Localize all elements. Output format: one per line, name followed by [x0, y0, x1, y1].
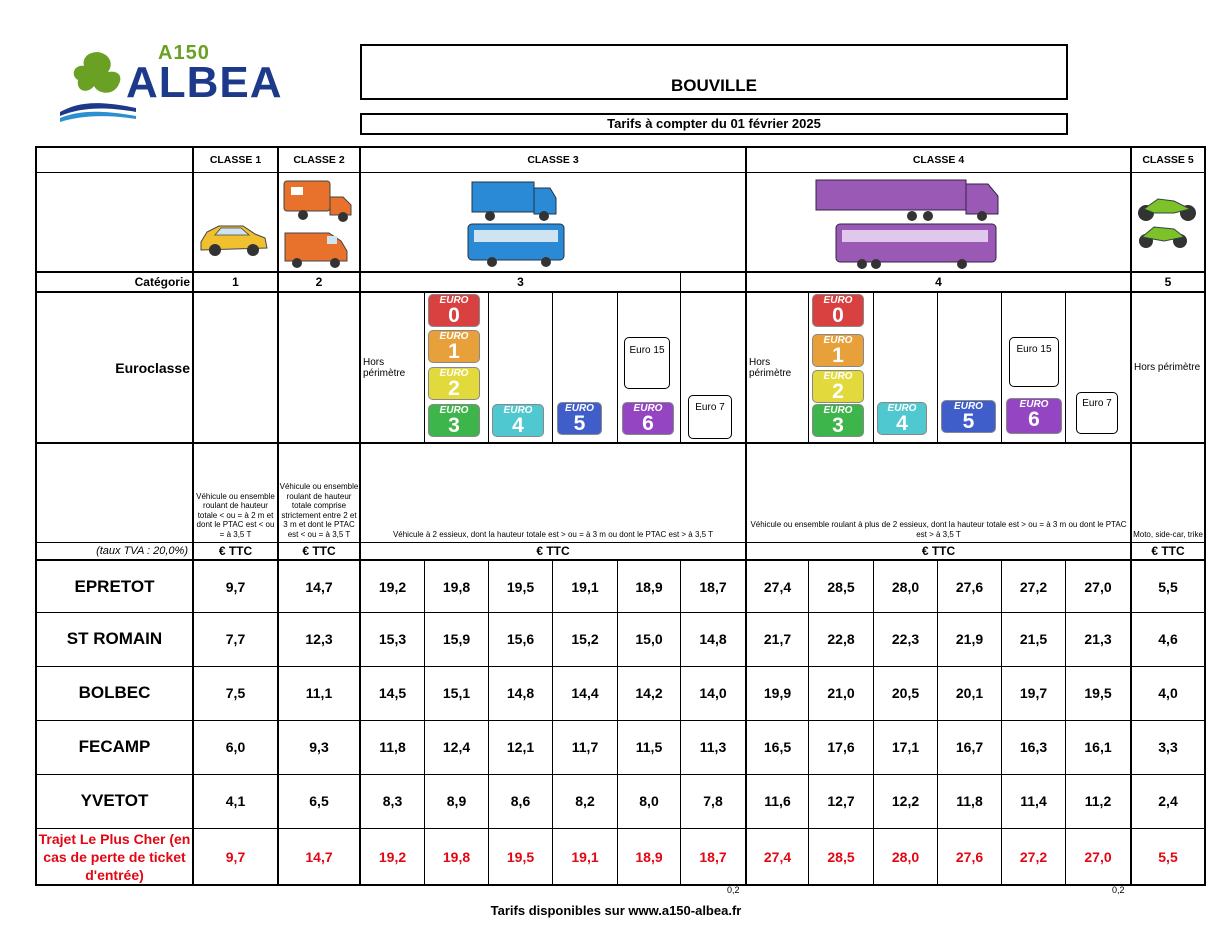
ttc-class-4: € TTC: [921, 544, 956, 558]
euro-5-badge-c4: EURO 5: [941, 400, 996, 433]
price-cell: 19,1: [571, 578, 599, 595]
hors-perimetre-class4: Hors périmètre: [749, 356, 792, 379]
price-cell: 22,3: [891, 630, 920, 647]
price-cell: 21,7: [763, 630, 792, 647]
price-cell: 8,0: [639, 792, 659, 809]
price-cell: 11,5: [635, 738, 663, 755]
euro-0-badge-c4: EURO 0: [812, 294, 864, 327]
price-cell: 27,0: [1084, 578, 1112, 595]
price-cell: 11,4: [1020, 792, 1047, 809]
price-cell: 16,1: [1084, 738, 1112, 755]
price-cell: 14,4: [571, 684, 599, 701]
price-cell: 4,1: [225, 792, 246, 809]
price-cell: 28,5: [827, 578, 855, 595]
price-cell: 12,2: [891, 792, 920, 809]
max-price-cell: 9,7: [225, 849, 246, 865]
euro-5-badge: EURO 5: [557, 402, 602, 435]
max-row-label: Trajet Le Plus Cher (en cas de perte de ticket d'entrée): [38, 831, 191, 883]
price-cell: 19,5: [1084, 684, 1112, 701]
euro-6-badge: EURO 6: [622, 402, 674, 435]
price-cell: 9,3: [309, 738, 329, 755]
price-cell: 28,0: [891, 578, 920, 595]
tva-label: (taux TVA : 20,0%): [96, 545, 188, 557]
euro-7-box-c4: Euro 7: [1076, 392, 1118, 434]
price-cell: 11,8: [956, 792, 983, 809]
price-cell: 14,8: [506, 684, 535, 701]
euro-6-badge-c4: EURO 6: [1006, 398, 1062, 434]
ttc-class-5: € TTC: [1151, 544, 1185, 558]
price-cell: 11,2: [1084, 792, 1112, 809]
price-cell: 14,7: [305, 578, 333, 595]
category-5: 5: [1164, 275, 1172, 289]
logo-a150-text: A150: [158, 42, 210, 64]
motorcycle-icon: [1134, 193, 1200, 253]
price-cell: 14,2: [635, 684, 663, 701]
footer-url: Tarifs disponibles sur www.a150-albea.fr: [490, 903, 742, 918]
price-cell: 11,6: [764, 792, 791, 809]
price-cell: 12,3: [305, 630, 333, 647]
class-5-header: CLASSE 5: [1142, 154, 1194, 166]
row-name: FECAMP: [78, 736, 151, 756]
price-cell: 15,3: [378, 630, 407, 647]
price-cell: 19,5: [506, 578, 535, 595]
price-cell: 7,5: [225, 684, 246, 701]
max-price-cell: 18,7: [699, 849, 727, 865]
price-cell: 12,1: [506, 738, 535, 755]
price-cell: 21,5: [1019, 630, 1048, 647]
price-cell: 3,3: [1158, 738, 1178, 755]
price-cell: 16,7: [955, 738, 984, 755]
price-cell: 5,5: [1158, 578, 1178, 595]
price-cell: 2,4: [1158, 792, 1178, 809]
price-cell: 20,1: [955, 684, 984, 701]
class-3-truck-bus-icon: [466, 176, 568, 270]
euro-3-badge-c4: EURO 3: [812, 404, 864, 437]
max-price-cell: 19,1: [571, 849, 599, 865]
price-cell: 8,6: [510, 792, 531, 809]
price-cell: 19,8: [442, 578, 471, 595]
max-price-cell: 28,5: [827, 849, 855, 865]
price-cell: 16,3: [1019, 738, 1048, 755]
euro-4-badge-c4: EURO 4: [877, 402, 927, 435]
desc-class-3: Véhicule à 2 essieux, dont la hauteur totale est > ou = à 3 m ou dont le PTAC est > à 3,5 T: [392, 529, 714, 539]
note-class-3: 0,2: [727, 885, 740, 895]
max-price-cell: 27,6: [955, 849, 984, 865]
desc-class-2: Véhicule ou ensemble roulant de hauteur totale comprise strictement entre 2 et 3 m et dont le PTAC est < ou = à 3,5 T: [279, 482, 359, 539]
price-cell: 6,5: [309, 792, 329, 809]
class-4-header: CLASSE 4: [912, 154, 965, 166]
desc-class-1: Véhicule ou ensemble roulant de hauteur totale < ou = à 2 m et dont le PTAC est < ou = à 3,5 T: [196, 491, 275, 539]
class-3-header: CLASSE 3: [527, 154, 579, 166]
price-cell: 21,0: [827, 684, 855, 701]
ttc-class-1: € TTC: [218, 544, 253, 558]
price-cell: 17,1: [891, 738, 920, 755]
price-cell: 15,1: [442, 684, 471, 701]
max-price-cell: 27,2: [1019, 849, 1048, 865]
price-cell: 27,6: [955, 578, 984, 595]
price-cell: 11,7: [571, 738, 599, 755]
price-cell: 16,5: [763, 738, 792, 755]
price-cell: 27,4: [763, 578, 792, 595]
price-cell: 21,3: [1084, 630, 1112, 647]
price-cell: 8,3: [382, 792, 403, 809]
price-cell: 19,2: [378, 578, 407, 595]
row-name: YVETOT: [80, 790, 149, 810]
logo-albea-text: ALBEA: [126, 58, 283, 107]
page-title: BOUVILLE: [671, 76, 757, 95]
note-class-4: 0,2: [1112, 885, 1125, 895]
euro-15-box: Euro 15: [624, 337, 670, 389]
max-price-cell: 19,2: [378, 849, 407, 865]
price-cell: 11,8: [379, 738, 406, 755]
price-cell: 8,2: [575, 792, 595, 809]
price-cell: 11,1: [305, 684, 333, 701]
category-4: 4: [935, 275, 942, 289]
class-1-header: CLASSE 1: [209, 154, 262, 166]
desc-class-5: Moto, side-car, trike: [1133, 529, 1203, 539]
price-cell: 12,4: [442, 738, 471, 755]
desc-class-4: Véhicule ou ensemble roulant à plus de 2 essieux, dont la hauteur totale est > ou = à 3 m ou dont le PTAC est > à 3,5 T: [750, 520, 1127, 539]
max-price-cell: 28,0: [891, 849, 920, 865]
euro-15-box-c4: Euro 15: [1009, 337, 1059, 387]
price-cell: 17,6: [827, 738, 855, 755]
price-cell: 15,9: [442, 630, 471, 647]
row-name: BOLBEC: [78, 682, 151, 702]
ttc-class-2: € TTC: [302, 544, 336, 558]
hors-perimetre-class5: Hors périmètre: [1134, 362, 1201, 373]
price-cell: 22,8: [827, 630, 855, 647]
euro-1-badge: EURO 1: [428, 330, 480, 363]
tariff-date: Tarifs à compter du 01 février 2025: [360, 113, 1068, 135]
max-price-cell: 27,0: [1084, 849, 1112, 865]
price-cell: 19,9: [763, 684, 792, 701]
price-cell: 14,8: [699, 630, 727, 647]
car-icon: [197, 212, 269, 260]
price-cell: 4,6: [1158, 630, 1178, 647]
price-cell: 12,7: [827, 792, 855, 809]
price-cell: 15,0: [635, 630, 663, 647]
price-cell: 15,2: [571, 630, 599, 647]
euro-0-badge: EURO 0: [428, 294, 480, 327]
max-price-cell: 5,5: [1158, 849, 1178, 865]
price-cell: 11,3: [699, 738, 727, 755]
euro-3-badge: EURO 3: [428, 404, 480, 437]
euro-2-badge: EURO 2: [428, 367, 480, 400]
max-price-cell: 14,7: [305, 849, 333, 865]
price-cell: 4,0: [1158, 684, 1178, 701]
category-1: 1: [232, 275, 239, 289]
van-camper-icon: [281, 175, 356, 270]
categorie-label: Catégorie: [134, 275, 190, 289]
price-cell: 9,7: [225, 578, 246, 595]
price-cell: 14,5: [378, 684, 407, 701]
hors-perimetre-class3: Hors périmètre: [363, 356, 406, 379]
price-cell: 7,7: [225, 630, 246, 647]
euro-7-box: Euro 7: [688, 395, 732, 439]
row-name: ST ROMAIN: [66, 628, 163, 648]
class-2-header: CLASSE 2: [293, 154, 345, 166]
max-price-cell: 27,4: [763, 849, 792, 865]
price-cell: 19,7: [1019, 684, 1048, 701]
category-3: 3: [517, 275, 524, 289]
row-name: EPRETOT: [74, 576, 155, 596]
price-cell: 14,0: [699, 684, 727, 701]
price-cell: 18,7: [699, 578, 727, 595]
price-cell: 21,9: [955, 630, 984, 647]
euro-1-badge-c4: EURO 1: [812, 334, 864, 367]
ttc-class-3: € TTC: [536, 544, 570, 558]
price-cell: 20,5: [891, 684, 920, 701]
price-cell: 7,8: [703, 792, 723, 809]
euroclasse-label: Euroclasse: [115, 359, 190, 376]
category-2: 2: [315, 275, 323, 289]
max-price-cell: 19,8: [442, 849, 471, 865]
price-cell: 6,0: [225, 738, 246, 755]
price-cell: 8,9: [446, 792, 467, 809]
price-cell: 15,6: [506, 630, 535, 647]
euro-2-badge-c4: EURO 2: [812, 370, 864, 403]
max-price-cell: 18,9: [635, 849, 663, 865]
euro-4-badge: EURO 4: [492, 404, 544, 437]
price-cell: 27,2: [1019, 578, 1048, 595]
price-cell: 18,9: [635, 578, 663, 595]
max-price-cell: 19,5: [506, 849, 535, 865]
class-4-truck-bus-icon: [812, 176, 1002, 270]
